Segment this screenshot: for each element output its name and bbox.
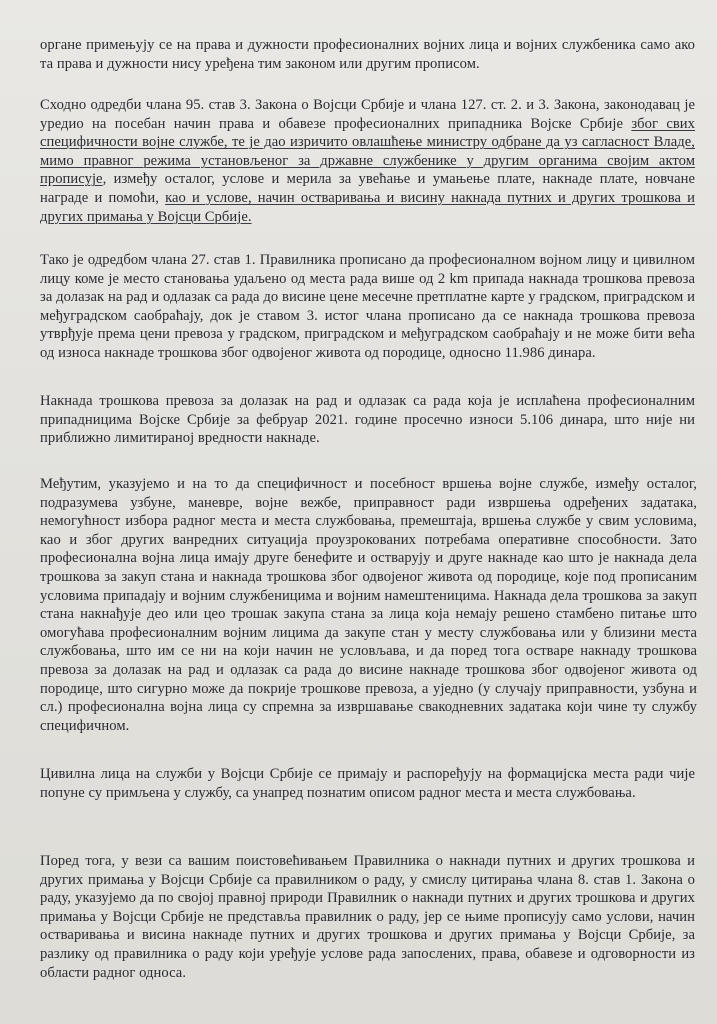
paragraph-article-27: Тако је одредбом члана 27. став 1. Правилника прописано да професионалном војном лицу и цивилном лицу коме је место становања удаљено од места рада више од 2 km припада накнада трошкова превоза за долазак на рад и одлазак са рада до висине цене месечне претплатне карте у градском, приградском и међуградском саобраћају, док је ставом 3. истог члана прописано да се накнада трошкова превоза утврђује према цени превоза у градском, приградском и међуградском саобраћају и не може бити већа од износа накнаде трошкова због одвојеног живота од породице, односно 11.986 динара.: [40, 252, 695, 361]
paragraph-military-service-specifics: Међутим, указујемо и на то да специфичност и посебност вршења војне службе, између осталог, подразумева узбуне, маневре, војне вежбе, приправност ради извршења одређених задатака, немогућност избора радног места и места службовања, премештаја, вршења службе у свим условима, као и због других ванредних ситуација проузрокованих потребама оперативне способности. Зато професионална војна лица имају друге бенефите и остварују и друге накнаде као што је накнада дела трошкова за закуп стана и накнада трошкова због одвојеног живота од породице, које под прописаним условима припадају и војним службеницима и војним намештеницима. Накнада дела трошкова за закуп стана накнађује део или цео трошак закупа стана за лица која немају решено стамбено питање што омогућава професионалним војним лицима да закупе стан у месту службовања или у близини места службовања, што им се ни на који начин не условљава, и да поред тога остваре накнаду трошкова превоза за долазак на рад и одлазак са рада до висине накнаде трошкова због одвојеног живота од породице, што сигурно може да покрије трошкове превоза, а уједно (у случају приправности, узбуна и сл.) професионална војна лица су спремна за извршавање свакодневних задатака који чине ту службу специфичном.: [40, 476, 697, 734]
paragraph-intro-continuation: органе примењују се на права и дужности професионалних војних лица и војних службеника само ако та права и дужности нису уређена тим законом или другим прописом.: [40, 37, 695, 72]
paragraph-rulebook-comparison: Поред тога, у вези са вашим поистовећивањем Правилника о накнади путних и других трошкова и других примања у Војсци Србије са правилником о раду, у смислу цитирања члана 8. став 1. Закона о раду, указујемо да по својој правној природи Правилник о накнади путних и других трошкова и других примања у Војсци Србије не представља правилник о раду, јер се њиме прописују само услови, начин остваривања и висина накнаде путних и других трошкова и других примања у Војсци Србије, за разлику од правилника о раду који уређује услове рада запослених, права, обавезе и одговорности из области радног односа.: [40, 853, 695, 981]
paragraph-civilian-personnel: Цивилна лица на служби у Војсци Србије се примају и распоређују на формацијска места ради чије попуне су примљена у службу, са унапред познатим описом радног места и места службовања.: [40, 766, 695, 801]
underlined-text: као и услове, начин остваривања и висину накнада путних и других трошкова и других примања у Војсци Србије.: [40, 189, 695, 225]
paragraph-text: , између осталог, услове и мерила за увећање и умањење плате, накнаде плате, новчане награде и помоћи,: [40, 171, 695, 206]
paragraph-transport-compensation: Накнада трошкова превоза за долазак на рад и одлазак са рада која је исплаћена професионалним припадницима Војске Србије за фебруар 2021. године просечно износи 5.106 динара, што није ни приближно лимитираној вредности накнаде.: [40, 393, 695, 447]
underlined-text: због свих специфичности војне службе, те је дао изричито овлашћење министру одбране да уз сагласност Владе, мимо правног режима установљеног за државне службенике у другим органима својим актом прописује: [40, 115, 696, 188]
paragraph-law-article-95: [40, 96, 695, 226]
paragraph-text: Сходно одредби члана 95. став 3. Закона о Војсци Србије и члана 127. ст. 2. и 3. Закона, законодавац је уредио на посебан начин права и обавезе професионалних припадника Војске Србије: [40, 97, 695, 132]
